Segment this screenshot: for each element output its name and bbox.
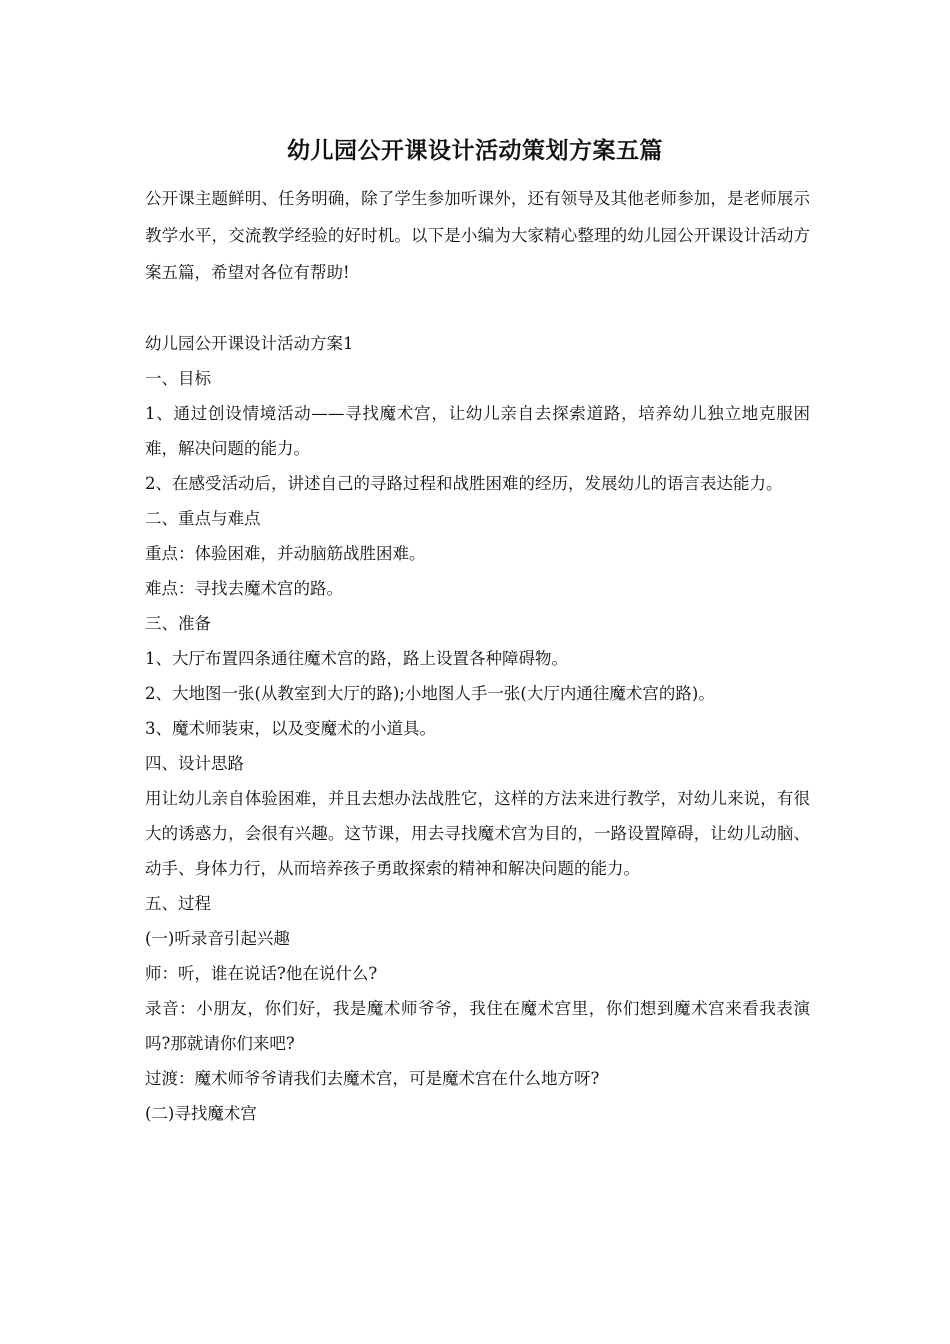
section-heading-design: 四、设计思路 — [145, 754, 244, 773]
section-heading-key-points: 二、重点与难点 — [145, 509, 261, 528]
goal-item-2: 2、在感受活动后，讲述自己的寻路过程和战胜困难的经历，发展幼儿的语言表达能力。 — [145, 474, 783, 493]
transition-line: 过渡：魔术师爷爷请我们去魔术宫，可是魔术宫在什么地方呀? — [145, 1069, 600, 1088]
step-heading-1: (一)听录音引起兴趣 — [145, 929, 290, 948]
goal-item-1: 1、通过创设情境活动——寻找魔术宫，让幼儿亲自去探索道路，培养幼儿独立地克服困难，解决问题的能力。 — [145, 404, 810, 458]
step-heading-2: (二)寻找魔术宫 — [145, 1104, 257, 1123]
plan-heading: 幼儿园公开课设计活动方案1 — [145, 334, 354, 353]
intro-paragraph: 公开课主题鲜明、任务明确，除了学生参加听课外，还有领导及其他老师参加，是老师展示教学水平，交流教学经验的好时机。以下是小编为大家精心整理的幼儿园公开课设计活动方案五篇，希望对各位有帮助! — [145, 189, 810, 282]
section-heading-process: 五、过程 — [145, 894, 211, 913]
prep-item-1: 1、大厅布置四条通往魔术宫的路，路上设置各种障碍物。 — [145, 649, 568, 668]
document-title: 幼儿园公开课设计活动策划方案五篇 — [287, 137, 663, 164]
prep-item-3: 3、魔术师装束，以及变魔术的小道具。 — [145, 719, 436, 738]
section-heading-goals: 一、目标 — [145, 369, 211, 388]
design-idea-paragraph: 用让幼儿亲自体验困难，并且去想办法战胜它，这样的方法来进行教学，对幼儿来说，有很大的诱惑力，会很有兴趣。这节课，用去寻找魔术宫为目的，一路设置障碍，让幼儿动脑、动手、身体力行，从而培养孩子勇敢探索的精神和解决问题的能力。 — [145, 789, 810, 878]
difficult-point-text: 难点：寻找去魔术宫的路。 — [145, 579, 343, 598]
prep-item-2: 2、大地图一张(从教室到大厅的路);小地图人手一张(大厅内通往魔术宫的路)。 — [145, 684, 715, 703]
teacher-line: 师：听，谁在说话?他在说什么? — [145, 964, 378, 983]
section-heading-preparation: 三、准备 — [145, 614, 211, 633]
key-point-text: 重点：体验困难，并动脑筋战胜困难。 — [145, 544, 426, 563]
document-body — [145, 326, 810, 1131]
recording-line: 录音：小朋友，你们好，我是魔术师爷爷，我住在魔术宫里，你们想到魔术宫来看我表演吗?那就请你们来吧? — [145, 999, 810, 1053]
